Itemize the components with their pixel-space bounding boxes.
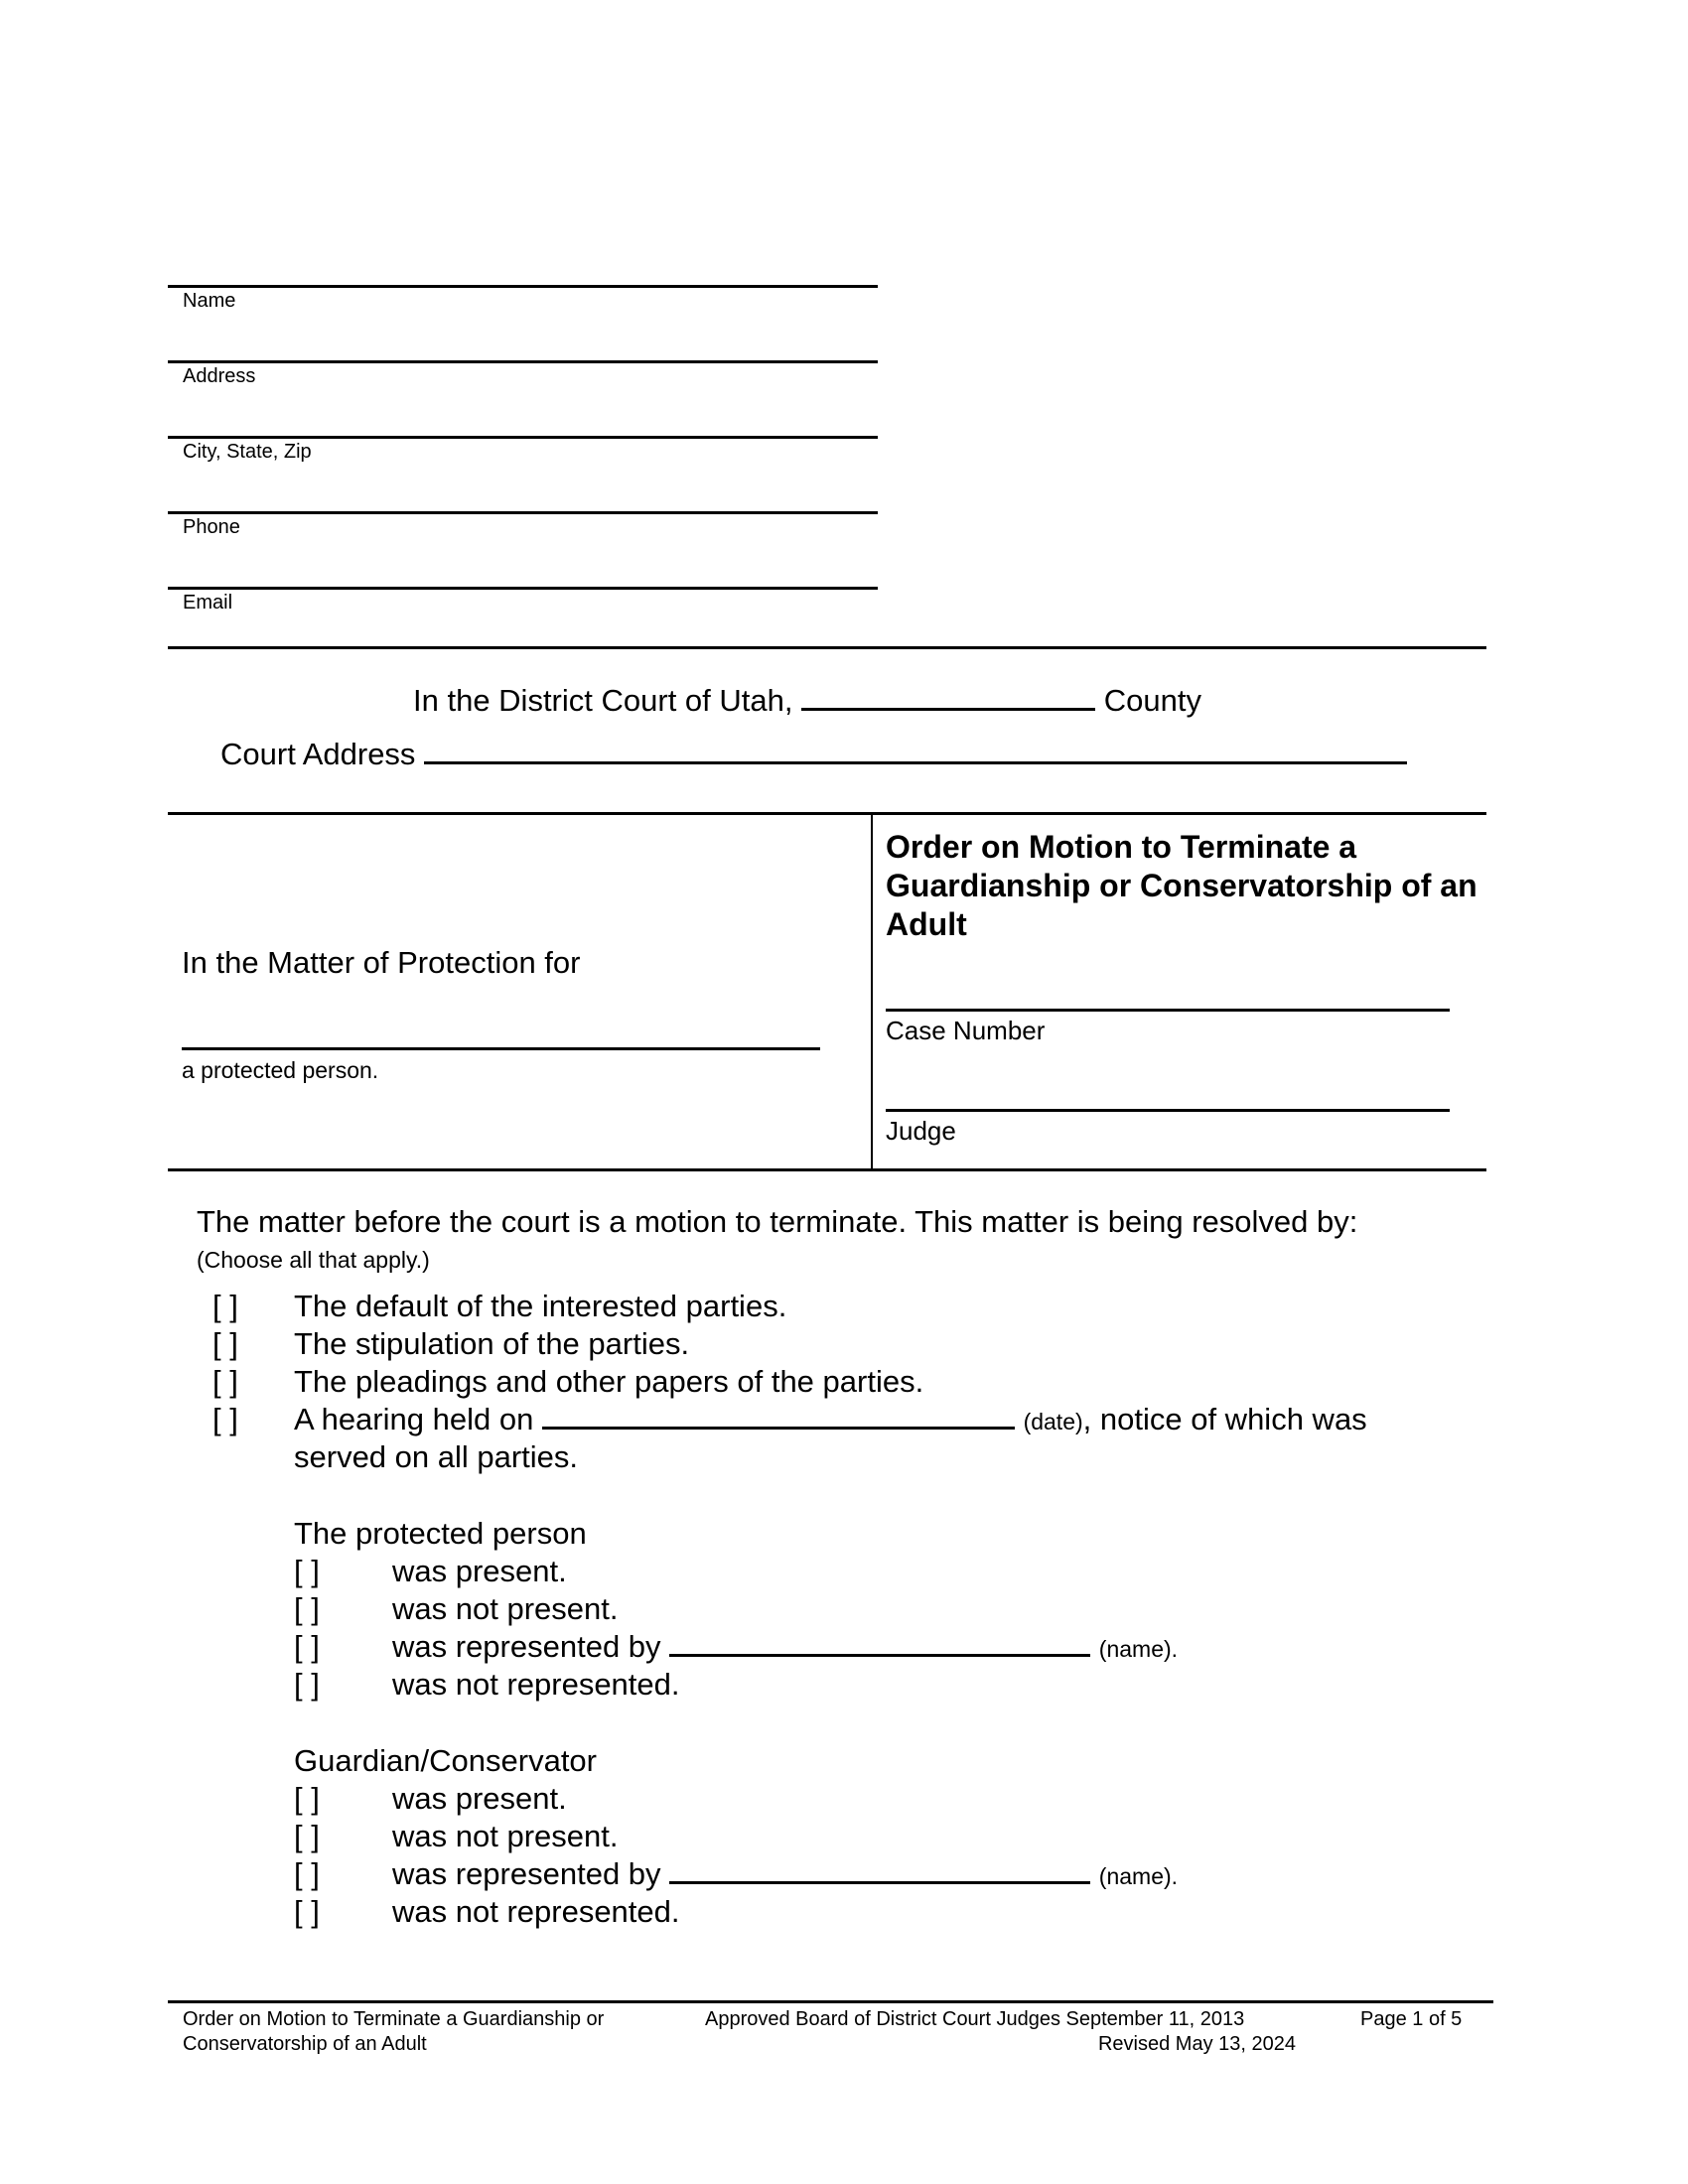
phone-line[interactable] [168, 511, 878, 514]
document-title: Order on Motion to Terminate a Guardianship or Conservatorship of an Adult [886, 829, 1477, 942]
name-label: Name [183, 290, 236, 312]
footer-form-title-1: Order on Motion to Terminate a Guardianship or [183, 2008, 605, 2030]
intro-text: The matter before the court is a motion to terminate. This matter is being resolved by: [197, 1204, 1358, 1239]
option-stipulation: The stipulation of the parties. [294, 1326, 690, 1361]
court-address-field[interactable] [424, 738, 1407, 764]
pp-not-represented: was not represented. [392, 1667, 680, 1702]
pp-represented [392, 1629, 1178, 1667]
g-represented-label: was represented by [392, 1856, 661, 1891]
checkbox[interactable]: [ ] [294, 1819, 320, 1853]
email-line[interactable] [168, 587, 878, 590]
case-number-label: Case Number [886, 1016, 1046, 1045]
matter-label: In the Matter of Protection for [182, 945, 581, 980]
guardian-heading: Guardian/Conservator [294, 1743, 597, 1778]
pp-representative-name-field[interactable] [669, 1630, 1090, 1657]
name-line[interactable] [168, 285, 878, 288]
divider-rule [168, 646, 1486, 649]
hearing-continuation: served on all parties. [294, 1439, 579, 1474]
phone-label: Phone [183, 516, 240, 538]
checkbox[interactable]: [ ] [212, 1289, 238, 1323]
caption-bottom-rule [168, 1168, 1486, 1171]
g-not-represented: was not represented. [392, 1894, 680, 1929]
case-number-field[interactable] [886, 1009, 1450, 1012]
county-suffix: County [1103, 683, 1201, 718]
footer-approved: Approved Board of District Court Judges September 11, 2013 [705, 2008, 1245, 2030]
checkbox[interactable]: [ ] [212, 1326, 238, 1361]
footer-page-number: Page 1 of 5 [1360, 2008, 1463, 2030]
county-field[interactable] [801, 684, 1095, 711]
address-line[interactable] [168, 360, 878, 363]
checkbox[interactable]: [ ] [212, 1364, 238, 1399]
judge-field[interactable] [886, 1109, 1450, 1112]
option-default: The default of the interested parties. [294, 1289, 787, 1323]
protected-person-field[interactable] [182, 1047, 820, 1050]
court-line [413, 683, 1201, 719]
instruction-text: (Choose all that apply.) [197, 1247, 430, 1273]
court-prefix: In the District Court of Utah, [413, 683, 793, 718]
option-pleadings: The pleadings and other papers of the parties. [294, 1364, 924, 1399]
g-present: was present. [392, 1781, 567, 1816]
g-not-present: was not present. [392, 1819, 619, 1853]
checkbox[interactable]: [ ] [294, 1781, 320, 1816]
footer-revised: Revised May 13, 2024 [1097, 2033, 1296, 2055]
g-represented [392, 1856, 1178, 1894]
protected-person-label: a protected person. [182, 1057, 379, 1083]
caption-vertical-divider [871, 812, 873, 1171]
pp-present: was present. [392, 1554, 567, 1588]
checkbox[interactable]: [ ] [212, 1402, 238, 1436]
pp-represented-label: was represented by [392, 1629, 661, 1664]
checkbox[interactable]: [ ] [294, 1894, 320, 1929]
checkbox[interactable]: [ ] [294, 1591, 320, 1626]
checkbox[interactable]: [ ] [294, 1856, 320, 1891]
court-address-label: Court Address [220, 737, 416, 771]
pp-not-present: was not present. [392, 1591, 619, 1626]
footer-rule [168, 2000, 1493, 2003]
court-address-line [220, 737, 1407, 772]
caption-top-rule [168, 812, 1486, 815]
checkbox[interactable]: [ ] [294, 1629, 320, 1664]
protected-person-heading: The protected person [294, 1516, 587, 1551]
checkbox[interactable]: [ ] [294, 1667, 320, 1702]
city-state-zip-label: City, State, Zip [183, 441, 312, 463]
option-hearing [294, 1402, 1367, 1439]
name-hint: (name). [1098, 1863, 1179, 1889]
footer-form-title-2: Conservatorship of an Adult [183, 2033, 427, 2055]
hearing-suffix: , notice of which was [1082, 1402, 1367, 1436]
date-hint: (date) [1023, 1409, 1083, 1434]
judge-label: Judge [886, 1116, 956, 1146]
hearing-date-field[interactable] [542, 1403, 1015, 1430]
address-label: Address [183, 365, 256, 387]
name-hint: (name). [1098, 1636, 1179, 1662]
hearing-prefix: A hearing held on [294, 1402, 534, 1436]
checkbox[interactable]: [ ] [294, 1554, 320, 1588]
city-state-zip-line[interactable] [168, 436, 878, 439]
g-representative-name-field[interactable] [669, 1857, 1090, 1884]
email-label: Email [183, 592, 233, 614]
